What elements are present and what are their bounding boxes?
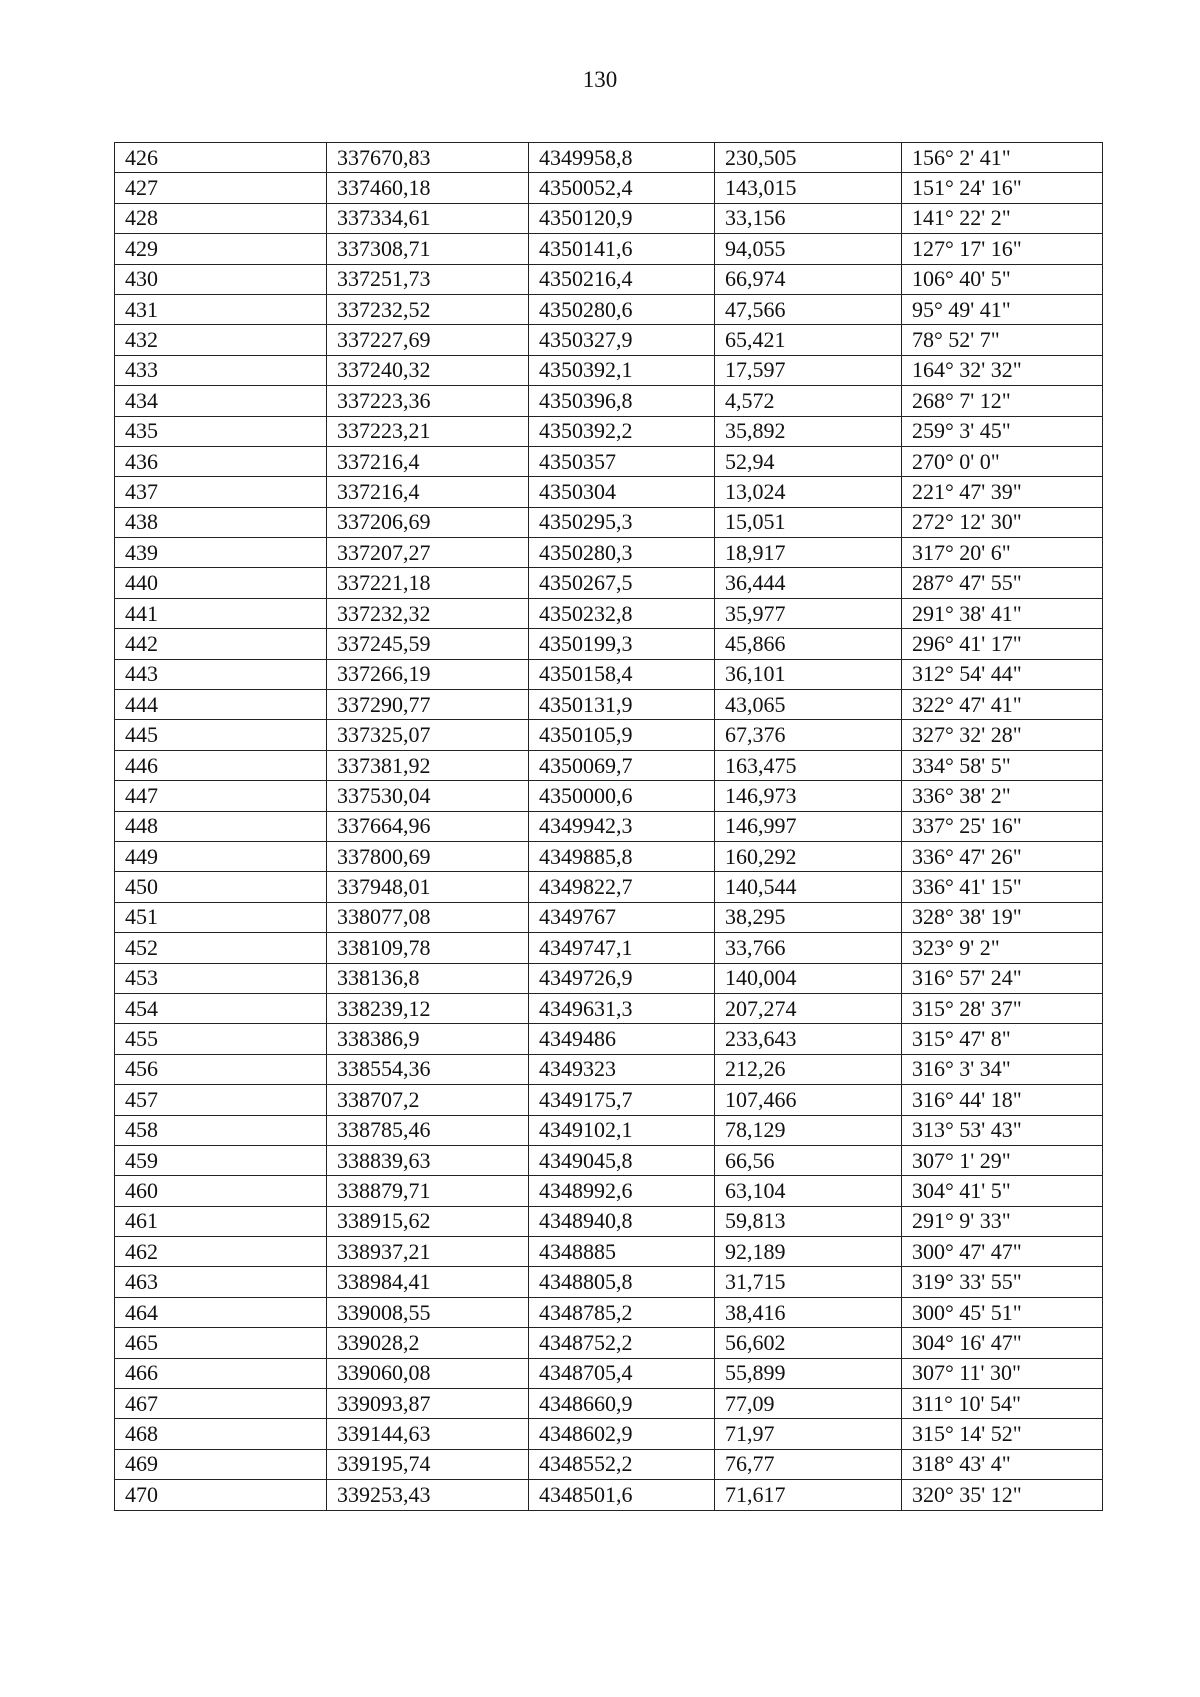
bearing-cell: 296° 41' 17": [902, 629, 1103, 659]
distance-cell: 15,051: [715, 507, 902, 537]
y-coordinate-cell: 4350392,2: [529, 416, 715, 446]
point-number-cell: 441: [115, 598, 327, 628]
point-number-cell: 443: [115, 659, 327, 689]
x-coordinate-cell: 338554,36: [327, 1054, 529, 1084]
table-row: [115, 325, 1103, 355]
x-coordinate-cell: 337227,69: [327, 325, 529, 355]
table-row: [115, 841, 1103, 871]
distance-cell: 107,466: [715, 1085, 902, 1115]
x-coordinate-cell: 337290,77: [327, 690, 529, 720]
y-coordinate-cell: 4349942,3: [529, 811, 715, 841]
distance-cell: 212,26: [715, 1054, 902, 1084]
table-row: [115, 872, 1103, 902]
table-row: [115, 993, 1103, 1023]
distance-cell: 76,77: [715, 1449, 902, 1479]
y-coordinate-cell: 4350396,8: [529, 386, 715, 416]
table-row: [115, 1206, 1103, 1236]
x-coordinate-cell: 337232,52: [327, 294, 529, 324]
distance-cell: 140,544: [715, 872, 902, 902]
y-coordinate-cell: 4350267,5: [529, 568, 715, 598]
point-number-cell: 457: [115, 1085, 327, 1115]
point-number-cell: 437: [115, 477, 327, 507]
point-number-cell: 452: [115, 933, 327, 963]
x-coordinate-cell: 337206,69: [327, 507, 529, 537]
page-number: 130: [582, 67, 618, 92]
y-coordinate-cell: 4349102,1: [529, 1115, 715, 1145]
point-number-cell: 467: [115, 1389, 327, 1419]
distance-cell: 56,602: [715, 1328, 902, 1358]
point-number-cell: 433: [115, 355, 327, 385]
table-row: [115, 294, 1103, 324]
distance-cell: 18,917: [715, 538, 902, 568]
table-row: [115, 234, 1103, 264]
table-row: [115, 1115, 1103, 1145]
point-number-cell: 439: [115, 538, 327, 568]
bearing-cell: 291° 38' 41": [902, 598, 1103, 628]
bearing-cell: 315° 28' 37": [902, 993, 1103, 1023]
distance-cell: 71,617: [715, 1480, 902, 1510]
y-coordinate-cell: 4349958,8: [529, 143, 715, 173]
x-coordinate-cell: 338109,78: [327, 933, 529, 963]
point-number-cell: 435: [115, 416, 327, 446]
x-coordinate-cell: 337251,73: [327, 264, 529, 294]
y-coordinate-cell: 4348660,9: [529, 1389, 715, 1419]
bearing-cell: 268° 7' 12": [902, 386, 1103, 416]
bearing-cell: 272° 12' 30": [902, 507, 1103, 537]
point-number-cell: 461: [115, 1206, 327, 1236]
bearing-cell: 141° 22' 2": [902, 203, 1103, 233]
bearing-cell: 307° 11' 30": [902, 1358, 1103, 1388]
y-coordinate-cell: 4350304: [529, 477, 715, 507]
y-coordinate-cell: 4350357: [529, 446, 715, 476]
table-row: [115, 477, 1103, 507]
distance-cell: 63,104: [715, 1176, 902, 1206]
y-coordinate-cell: 4350199,3: [529, 629, 715, 659]
bearing-cell: 317° 20' 6": [902, 538, 1103, 568]
point-number-cell: 426: [115, 143, 327, 173]
table-row: [115, 538, 1103, 568]
table-row: [115, 933, 1103, 963]
y-coordinate-cell: 4348992,6: [529, 1176, 715, 1206]
distance-cell: 146,973: [715, 781, 902, 811]
table-row: [115, 386, 1103, 416]
x-coordinate-cell: 338879,71: [327, 1176, 529, 1206]
distance-cell: 33,766: [715, 933, 902, 963]
x-coordinate-cell: 337207,27: [327, 538, 529, 568]
x-coordinate-cell: 337221,18: [327, 568, 529, 598]
distance-cell: 78,129: [715, 1115, 902, 1145]
table-row: [115, 1024, 1103, 1054]
point-number-cell: 463: [115, 1267, 327, 1297]
bearing-cell: 300° 47' 47": [902, 1237, 1103, 1267]
bearing-cell: 336° 38' 2": [902, 781, 1103, 811]
y-coordinate-cell: 4349885,8: [529, 841, 715, 871]
bearing-cell: 311° 10' 54": [902, 1389, 1103, 1419]
table-row: [115, 355, 1103, 385]
distance-cell: 43,065: [715, 690, 902, 720]
table-row: [115, 1085, 1103, 1115]
distance-cell: 35,977: [715, 598, 902, 628]
bearing-cell: 78° 52' 7": [902, 325, 1103, 355]
bearing-cell: 164° 32' 32": [902, 355, 1103, 385]
point-number-cell: 450: [115, 872, 327, 902]
distance-cell: 52,94: [715, 446, 902, 476]
bearing-cell: 315° 14' 52": [902, 1419, 1103, 1449]
bearing-cell: 95° 49' 41": [902, 294, 1103, 324]
y-coordinate-cell: 4350280,3: [529, 538, 715, 568]
x-coordinate-cell: 338239,12: [327, 993, 529, 1023]
distance-cell: 143,015: [715, 173, 902, 203]
table-row: [115, 173, 1103, 203]
y-coordinate-cell: 4349747,1: [529, 933, 715, 963]
x-coordinate-cell: 338386,9: [327, 1024, 529, 1054]
y-coordinate-cell: 4350052,4: [529, 173, 715, 203]
x-coordinate-cell: 337334,61: [327, 203, 529, 233]
bearing-cell: 156° 2' 41": [902, 143, 1103, 173]
y-coordinate-cell: 4350280,6: [529, 294, 715, 324]
distance-cell: 36,444: [715, 568, 902, 598]
point-number-cell: 442: [115, 629, 327, 659]
distance-cell: 77,09: [715, 1389, 902, 1419]
bearing-cell: 106° 40' 5": [902, 264, 1103, 294]
distance-cell: 36,101: [715, 659, 902, 689]
point-number-cell: 470: [115, 1480, 327, 1510]
point-number-cell: 438: [115, 507, 327, 537]
y-coordinate-cell: 4350000,6: [529, 781, 715, 811]
point-number-cell: 449: [115, 841, 327, 871]
bearing-cell: 328° 38' 19": [902, 902, 1103, 932]
distance-cell: 4,572: [715, 386, 902, 416]
point-number-cell: 462: [115, 1237, 327, 1267]
table-row: [115, 1267, 1103, 1297]
distance-cell: 146,997: [715, 811, 902, 841]
x-coordinate-cell: 339028,2: [327, 1328, 529, 1358]
x-coordinate-cell: 337240,32: [327, 355, 529, 385]
bearing-cell: 312° 54' 44": [902, 659, 1103, 689]
y-coordinate-cell: 4348785,2: [529, 1297, 715, 1327]
distance-cell: 33,156: [715, 203, 902, 233]
coordinates-table-body: [115, 143, 1103, 1511]
table-row: [115, 416, 1103, 446]
y-coordinate-cell: 4349767: [529, 902, 715, 932]
bearing-cell: 287° 47' 55": [902, 568, 1103, 598]
y-coordinate-cell: 4349175,7: [529, 1085, 715, 1115]
bearing-cell: 300° 45' 51": [902, 1297, 1103, 1327]
point-number-cell: 469: [115, 1449, 327, 1479]
distance-cell: 38,416: [715, 1297, 902, 1327]
point-number-cell: 427: [115, 173, 327, 203]
x-coordinate-cell: 337948,01: [327, 872, 529, 902]
distance-cell: 230,505: [715, 143, 902, 173]
y-coordinate-cell: 4348705,4: [529, 1358, 715, 1388]
x-coordinate-cell: 337325,07: [327, 720, 529, 750]
bearing-cell: 315° 47' 8": [902, 1024, 1103, 1054]
table-row: [115, 1297, 1103, 1327]
distance-cell: 71,97: [715, 1419, 902, 1449]
x-coordinate-cell: 337266,19: [327, 659, 529, 689]
bearing-cell: 316° 44' 18": [902, 1085, 1103, 1115]
distance-cell: 66,974: [715, 264, 902, 294]
bearing-cell: 322° 47' 41": [902, 690, 1103, 720]
y-coordinate-cell: 4350141,6: [529, 234, 715, 264]
point-number-cell: 431: [115, 294, 327, 324]
table-row: [115, 1419, 1103, 1449]
y-coordinate-cell: 4349726,9: [529, 963, 715, 993]
bearing-cell: 259° 3' 45": [902, 416, 1103, 446]
distance-cell: 17,597: [715, 355, 902, 385]
bearing-cell: 319° 33' 55": [902, 1267, 1103, 1297]
y-coordinate-cell: 4350216,4: [529, 264, 715, 294]
distance-cell: 67,376: [715, 720, 902, 750]
x-coordinate-cell: 338915,62: [327, 1206, 529, 1236]
point-number-cell: 440: [115, 568, 327, 598]
point-number-cell: 455: [115, 1024, 327, 1054]
x-coordinate-cell: 338839,63: [327, 1145, 529, 1175]
x-coordinate-cell: 337216,4: [327, 446, 529, 476]
y-coordinate-cell: 4350327,9: [529, 325, 715, 355]
table-row: [115, 446, 1103, 476]
bearing-cell: 307° 1' 29": [902, 1145, 1103, 1175]
point-number-cell: 454: [115, 993, 327, 1023]
bearing-cell: 291° 9' 33": [902, 1206, 1103, 1236]
point-number-cell: 447: [115, 781, 327, 811]
point-number-cell: 458: [115, 1115, 327, 1145]
y-coordinate-cell: 4349486: [529, 1024, 715, 1054]
table-row: [115, 811, 1103, 841]
x-coordinate-cell: 338707,2: [327, 1085, 529, 1115]
x-coordinate-cell: 338785,46: [327, 1115, 529, 1145]
table-row: [115, 963, 1103, 993]
distance-cell: 55,899: [715, 1358, 902, 1388]
table-row: [115, 659, 1103, 689]
bearing-cell: 337° 25' 16": [902, 811, 1103, 841]
distance-cell: 59,813: [715, 1206, 902, 1236]
y-coordinate-cell: 4348552,2: [529, 1449, 715, 1479]
y-coordinate-cell: 4349323: [529, 1054, 715, 1084]
point-number-cell: 434: [115, 386, 327, 416]
point-number-cell: 459: [115, 1145, 327, 1175]
distance-cell: 13,024: [715, 477, 902, 507]
y-coordinate-cell: 4350158,4: [529, 659, 715, 689]
table-row: [115, 720, 1103, 750]
point-number-cell: 429: [115, 234, 327, 264]
x-coordinate-cell: 337460,18: [327, 173, 529, 203]
distance-cell: 45,866: [715, 629, 902, 659]
point-number-cell: 456: [115, 1054, 327, 1084]
point-number-cell: 451: [115, 902, 327, 932]
table-row: [115, 902, 1103, 932]
table-row: [115, 1389, 1103, 1419]
distance-cell: 66,56: [715, 1145, 902, 1175]
y-coordinate-cell: 4349045,8: [529, 1145, 715, 1175]
table-row: [115, 1054, 1103, 1084]
bearing-cell: 336° 41' 15": [902, 872, 1103, 902]
x-coordinate-cell: 339093,87: [327, 1389, 529, 1419]
distance-cell: 92,189: [715, 1237, 902, 1267]
point-number-cell: 468: [115, 1419, 327, 1449]
bearing-cell: 127° 17' 16": [902, 234, 1103, 264]
y-coordinate-cell: 4348602,9: [529, 1419, 715, 1449]
y-coordinate-cell: 4348885: [529, 1237, 715, 1267]
table-row: [115, 1449, 1103, 1479]
bearing-cell: 334° 58' 5": [902, 750, 1103, 780]
distance-cell: 31,715: [715, 1267, 902, 1297]
x-coordinate-cell: 338077,08: [327, 902, 529, 932]
point-number-cell: 453: [115, 963, 327, 993]
point-number-cell: 444: [115, 690, 327, 720]
x-coordinate-cell: 338136,8: [327, 963, 529, 993]
table-row: [115, 1145, 1103, 1175]
y-coordinate-cell: 4349631,3: [529, 993, 715, 1023]
bearing-cell: 151° 24' 16": [902, 173, 1103, 203]
y-coordinate-cell: 4348752,2: [529, 1328, 715, 1358]
distance-cell: 233,643: [715, 1024, 902, 1054]
table-row: [115, 143, 1103, 173]
bearing-cell: 320° 35' 12": [902, 1480, 1103, 1510]
y-coordinate-cell: 4348805,8: [529, 1267, 715, 1297]
x-coordinate-cell: 337530,04: [327, 781, 529, 811]
y-coordinate-cell: 4350392,1: [529, 355, 715, 385]
distance-cell: 160,292: [715, 841, 902, 871]
y-coordinate-cell: 4349822,7: [529, 872, 715, 902]
point-number-cell: 465: [115, 1328, 327, 1358]
point-number-cell: 448: [115, 811, 327, 841]
table-row: [115, 203, 1103, 233]
y-coordinate-cell: 4350295,3: [529, 507, 715, 537]
x-coordinate-cell: 338937,21: [327, 1237, 529, 1267]
x-coordinate-cell: 337216,4: [327, 477, 529, 507]
bearing-cell: 313° 53' 43": [902, 1115, 1103, 1145]
bearing-cell: 221° 47' 39": [902, 477, 1103, 507]
table-row: [115, 1480, 1103, 1510]
x-coordinate-cell: 338984,41: [327, 1267, 529, 1297]
y-coordinate-cell: 4348940,8: [529, 1206, 715, 1236]
y-coordinate-cell: 4350120,9: [529, 203, 715, 233]
table-row: [115, 1358, 1103, 1388]
table-row: [115, 629, 1103, 659]
y-coordinate-cell: 4350131,9: [529, 690, 715, 720]
distance-cell: 65,421: [715, 325, 902, 355]
x-coordinate-cell: 339195,74: [327, 1449, 529, 1479]
bearing-cell: 327° 32' 28": [902, 720, 1103, 750]
distance-cell: 94,055: [715, 234, 902, 264]
distance-cell: 207,274: [715, 993, 902, 1023]
point-number-cell: 428: [115, 203, 327, 233]
table-row: [115, 1237, 1103, 1267]
point-number-cell: 460: [115, 1176, 327, 1206]
coordinates-table: [114, 142, 1103, 1511]
point-number-cell: 432: [115, 325, 327, 355]
bearing-cell: 270° 0' 0": [902, 446, 1103, 476]
bearing-cell: 316° 57' 24": [902, 963, 1103, 993]
y-coordinate-cell: 4350105,9: [529, 720, 715, 750]
point-number-cell: 464: [115, 1297, 327, 1327]
table-row: [115, 1176, 1103, 1206]
bearing-cell: 304° 16' 47": [902, 1328, 1103, 1358]
distance-cell: 163,475: [715, 750, 902, 780]
point-number-cell: 436: [115, 446, 327, 476]
bearing-cell: 336° 47' 26": [902, 841, 1103, 871]
distance-cell: 47,566: [715, 294, 902, 324]
distance-cell: 140,004: [715, 963, 902, 993]
point-number-cell: 430: [115, 264, 327, 294]
x-coordinate-cell: 337223,21: [327, 416, 529, 446]
x-coordinate-cell: 337232,32: [327, 598, 529, 628]
y-coordinate-cell: 4348501,6: [529, 1480, 715, 1510]
point-number-cell: 445: [115, 720, 327, 750]
y-coordinate-cell: 4350232,8: [529, 598, 715, 628]
bearing-cell: 318° 43' 4": [902, 1449, 1103, 1479]
bearing-cell: 316° 3' 34": [902, 1054, 1103, 1084]
x-coordinate-cell: 337223,36: [327, 386, 529, 416]
table-row: [115, 750, 1103, 780]
distance-cell: 38,295: [715, 902, 902, 932]
x-coordinate-cell: 337381,92: [327, 750, 529, 780]
table-row: [115, 781, 1103, 811]
point-number-cell: 466: [115, 1358, 327, 1388]
x-coordinate-cell: 337670,83: [327, 143, 529, 173]
x-coordinate-cell: 339060,08: [327, 1358, 529, 1388]
x-coordinate-cell: 337308,71: [327, 234, 529, 264]
x-coordinate-cell: 339144,63: [327, 1419, 529, 1449]
x-coordinate-cell: 337245,59: [327, 629, 529, 659]
x-coordinate-cell: 337800,69: [327, 841, 529, 871]
table-row: [115, 598, 1103, 628]
table-row: [115, 1328, 1103, 1358]
y-coordinate-cell: 4350069,7: [529, 750, 715, 780]
bearing-cell: 323° 9' 2": [902, 933, 1103, 963]
table-row: [115, 690, 1103, 720]
point-number-cell: 446: [115, 750, 327, 780]
x-coordinate-cell: 339253,43: [327, 1480, 529, 1510]
table-row: [115, 507, 1103, 537]
x-coordinate-cell: 337664,96: [327, 811, 529, 841]
table-row: [115, 264, 1103, 294]
x-coordinate-cell: 339008,55: [327, 1297, 529, 1327]
bearing-cell: 304° 41' 5": [902, 1176, 1103, 1206]
table-row: [115, 568, 1103, 598]
distance-cell: 35,892: [715, 416, 902, 446]
